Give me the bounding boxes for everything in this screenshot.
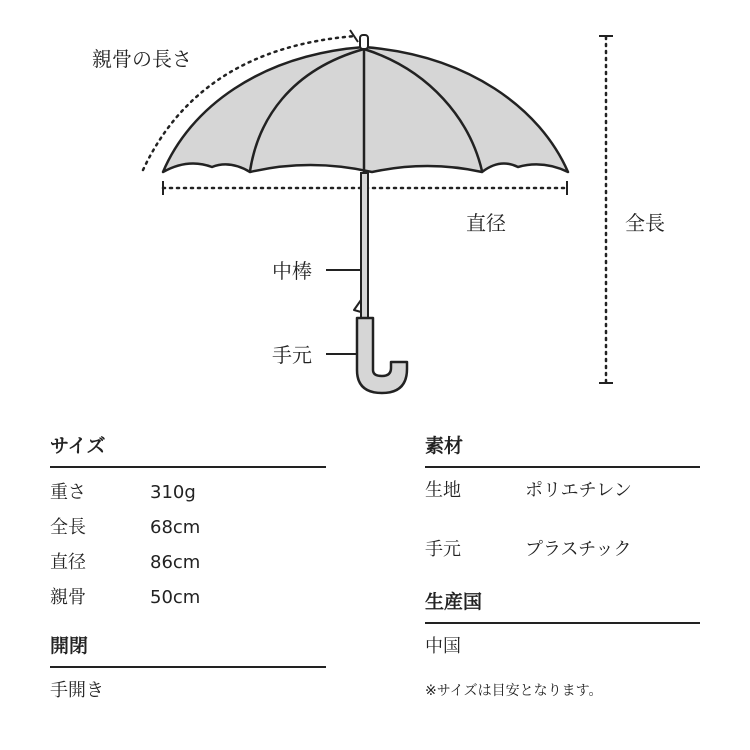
material-section-title: 素材 (425, 435, 464, 457)
shaft-label: 中棒 (272, 259, 312, 283)
total-length-label: 全長 (625, 211, 665, 235)
size-row-value: 86cm (150, 552, 201, 573)
size-row-label: 直径 (50, 552, 86, 573)
size-section-divider (50, 466, 326, 468)
material-row-value: ポリエチレン (525, 480, 632, 501)
material-section (425, 435, 700, 468)
shaft-runner (354, 300, 361, 312)
umbrella-canopy (163, 47, 568, 172)
origin-section-title: 生産国 (425, 591, 483, 613)
size-disclaimer-note: ※サイズは目安となります。 (425, 683, 603, 699)
size-row-value: 68cm (150, 517, 201, 538)
size-row-value: 310g (150, 482, 196, 503)
size-row-value: 50cm (150, 587, 201, 608)
rib-length-label: 親骨の長さ (92, 47, 192, 71)
size-section (50, 435, 326, 468)
umbrella-tip (360, 35, 368, 49)
size-row-label: 全長 (50, 517, 86, 538)
origin-section-divider (425, 622, 700, 624)
size-row-label: 重さ (50, 482, 86, 503)
opening-section (50, 635, 326, 668)
diameter-label: 直径 (466, 211, 506, 235)
material-row-label: 手元 (425, 539, 461, 560)
size-section-title: サイズ (50, 435, 106, 457)
material-row-label: 生地 (425, 480, 461, 501)
umbrella-handle (357, 318, 407, 393)
origin-value: 中国 (425, 636, 461, 657)
opening-section-title: 開閉 (50, 635, 89, 657)
handle-label: 手元 (272, 343, 312, 367)
opening-section-divider (50, 666, 326, 668)
material-section-divider (425, 466, 700, 468)
origin-section (425, 591, 700, 624)
material-row-value: プラスチック (525, 539, 632, 560)
opening-value: 手開き (50, 680, 104, 701)
umbrella-shaft (361, 173, 368, 318)
size-row-label: 親骨 (50, 587, 86, 608)
